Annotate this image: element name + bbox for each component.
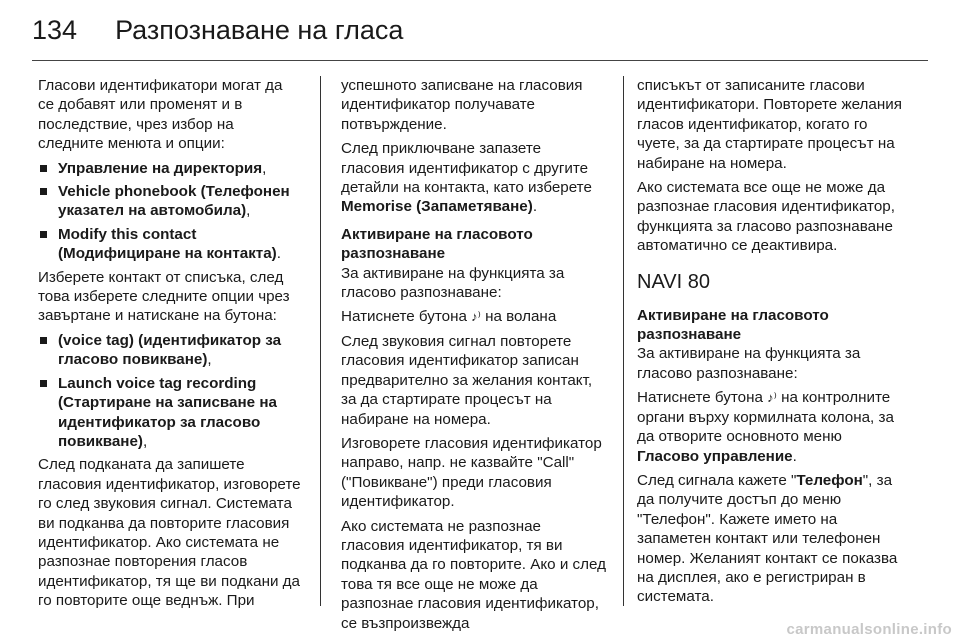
paragraph: След приключване запазете гласовия идентификатор с другите детайли на контакта, като изберете Memorise (Запаметяване). — [341, 140, 592, 216]
paragraph: успешното записване на гласовия идентификатор получавате потвърждение. — [341, 77, 583, 133]
column-3 — [637, 76, 905, 612]
section-title: NAVI 80 — [637, 270, 710, 293]
list-item: Modify this contact (Модифициране на контакта). — [38, 225, 302, 264]
column-divider-1 — [320, 76, 321, 606]
list-item: Vehicle phonebook (Телефонен указател на автомобила), — [38, 182, 302, 221]
paragraph: След звуковия сигнал повторете гласовия идентификатор записан предварително за желания контакт, за да стартирате процесът на набиране на номера. — [341, 332, 593, 428]
voice-button-icon: ♪⁾ — [471, 309, 481, 325]
paragraph: Изговорете гласовия идентификатор направо, напр. не казвайте "Call" ("Повикване") преди гласовия идентификатор. — [341, 434, 602, 511]
column-2 — [341, 76, 607, 638]
paragraph: Ако системата все още не може да разпознае гласовия идентификатор, функцията за гласово разпознаване автоматично се деактивира. — [637, 179, 895, 255]
page-number: 134 — [32, 14, 78, 45]
paragraph: списъкът от записаните гласови идентификатори. Повторете желания гласов идентификатор, когато го чуете, за да стартирате процесът на набиране на номера. — [637, 77, 902, 172]
paragraph: За активиране на функцията за гласово разпознаване: — [341, 264, 565, 302]
list-item: Launch voice tag recording (Стартиране на записване на идентификатор за гласово повикване), — [38, 374, 302, 452]
page-header — [32, 10, 403, 50]
list-item: (voice tag) (идентификатор за гласово повикване), — [38, 331, 302, 370]
header-rule — [32, 60, 928, 61]
paragraph: За активиране на функцията за гласово разпознаване: — [637, 345, 861, 382]
paragraph: Натиснете бутона ♪⁾ на контролните органи върху кормилната колона, за да отворите основното меню Гласово управление. — [637, 389, 894, 465]
menu-option-list — [38, 159, 302, 264]
paragraph: Натиснете бутона ♪⁾ на волана — [341, 308, 557, 326]
paragraph: Ако системата не разпознае гласовия идентификатор, тя ви подканва да го повторите. Ако и след това тя все още не може да разпознае гласовия идентификатор, се възпроизвежда — [341, 517, 606, 632]
paragraph: Гласови идентификатори могат да се добавят или променят и в последствие, чрез избор на следните менюта и опции: — [38, 77, 283, 153]
page-title: Разпознаване на гласа — [115, 14, 404, 45]
column-1 — [38, 76, 302, 616]
subheading: Активиране на гласовото разпознаване — [637, 306, 829, 344]
watermark: carmanualsonline.info — [786, 621, 952, 638]
column-divider-2 — [623, 76, 624, 606]
subheading: Активиране на гласовото разпознаване — [341, 225, 533, 263]
paragraph: Изберете контакт от списъка, след това изберете следните опции чрез завъртане и натискане на бутона: — [38, 268, 290, 325]
option-list — [38, 331, 302, 451]
paragraph: След сигнала кажете "Телефон", за да получите достъп до меню "Телефон". Кажете името на запаметен контакт или телефонен номер. Желаният контакт се показва на дисплея, ако е регистриран в системата. — [637, 471, 898, 606]
voice-button-icon: ♪⁾ — [767, 390, 777, 406]
list-item: Управление на директория, — [38, 159, 302, 178]
paragraph: След подканата да запишете гласовия идентификатор, изговорете го след звуковия сигнал. Системата ви подканва да повторите гласовия идентификатор. Ако системата не разпознае повторения гласов идентификатор, тя ще ви подкани да го повторите още веднъж. При — [38, 456, 301, 610]
